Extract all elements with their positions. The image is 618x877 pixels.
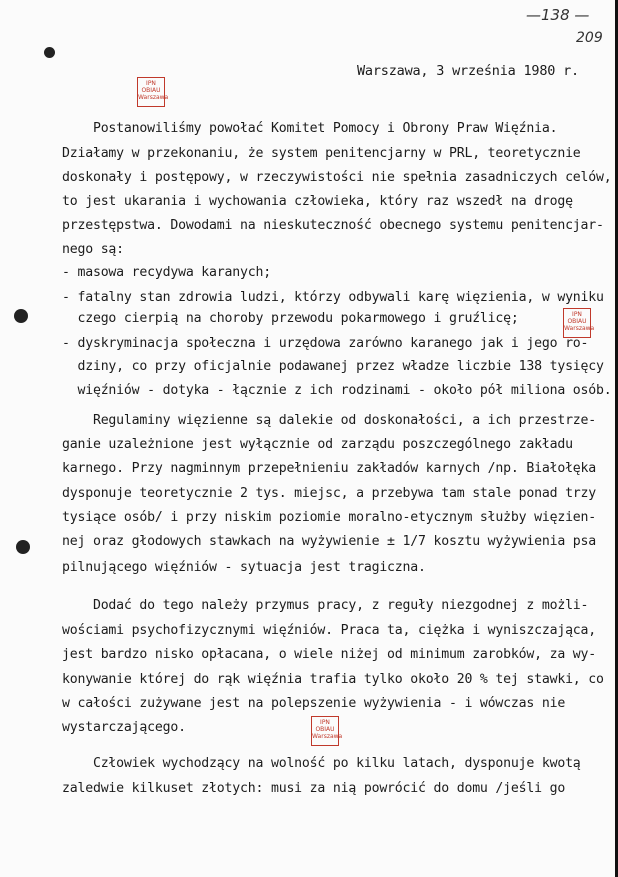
text-line: w całości zużywane jest na polepszenie wyżywienia - i wówczas nie <box>62 696 566 711</box>
text-line: czego cierpią na choroby przewodu pokarmowego i gruźlicę; <box>62 311 519 326</box>
text-line: dysponuje teoretycznie 2 tys. miejsc, a przebywa tam stale ponad trzy <box>62 486 597 501</box>
archive-stamp: IPN OBIAU Warszawa <box>311 716 339 746</box>
text-line: przestępstwa. Dowodami na nieskuteczność obecnego systemu penitencjar- <box>62 218 604 233</box>
archive-stamp: IPN OBIAU Warszawa <box>563 308 591 338</box>
text-line: zaledwie kilkuset złotych: musi za nią powrócić do domu /jeśli go <box>62 781 566 796</box>
text-line: to jest ukarania i wychowania człowieka, który raz wszedł na drogę <box>62 194 573 209</box>
punch-hole <box>14 309 28 323</box>
punch-hole <box>16 540 30 554</box>
punch-hole <box>44 47 55 58</box>
text-line: Postanowiliśmy powołać Komitet Pomocy i Obrony Praw Więźnia. <box>62 121 558 136</box>
date-line: Warszawa, 3 września 1980 r. <box>357 63 579 79</box>
text-line: karnego. Przy nagminnym przepełnieniu zakładów karnych /np. Białołęka <box>62 461 597 476</box>
text-line: nego są: <box>62 242 124 257</box>
archive-stamp: IPN OBIAU Warszawa <box>137 77 165 107</box>
text-line: - masowa recydywa karanych; <box>62 265 271 280</box>
text-line: nej oraz głodowych stawkach na wyżywienie ± 1/7 kosztu wyżywienia psa <box>62 534 597 549</box>
text-line: wościami psychofizycznymi więźniów. Praca ta, ciężka i wyniszczająca, <box>62 623 597 638</box>
text-line: tysiące osób/ i przy niskim poziomie moralno-etycznym służby więzien- <box>62 510 597 525</box>
folio-number: 209 <box>576 30 603 46</box>
text-line: więźniów - dotyka - łącznie z ich rodzinami - około pół miliona osób. <box>62 383 612 398</box>
text-line: dziny, co przy oficjalnie podawanej przez władze liczbie 138 tysięcy <box>62 359 604 374</box>
text-line: doskonały i postępowy, w rzeczywistości nie spełnia zasadniczych celów, <box>62 170 612 185</box>
text-line: wystarczającego. <box>62 720 186 735</box>
text-line: Regulaminy więzienne są dalekie od doskonałości, a ich przestrze- <box>62 413 597 428</box>
text-line: pilnującego więźniów - sytuacja jest tragiczna. <box>62 560 426 575</box>
text-line: jest bardzo nisko opłacana, o wiele niżej od minimum zarobków, za wy- <box>62 647 597 662</box>
text-line: ganie uzależnione jest wyłącznie od zarządu poszczególnego zakładu <box>62 437 573 452</box>
text-line: Dodać do tego należy przymus pracy, z reguły niezgodnej z możli- <box>62 598 589 613</box>
text-line: Człowiek wychodzący na wolność po kilku latach, dysponuje kwotą <box>62 756 581 771</box>
text-line: konywanie której do rąk więźnia trafia tylko około 20 % tej stawki, co <box>62 672 604 687</box>
text-line: - fatalny stan zdrowia ludzi, którzy odbywali karę więzienia, w wyniku <box>62 290 604 305</box>
text-line: Działamy w przekonaniu, że system penitencjarny w PRL, teoretycznie <box>62 146 581 161</box>
text-line: - dyskryminacja społeczna i urzędowa zarówno karanego jak i jego ro- <box>62 336 589 351</box>
archive-page-number: —138 — <box>526 6 590 24</box>
